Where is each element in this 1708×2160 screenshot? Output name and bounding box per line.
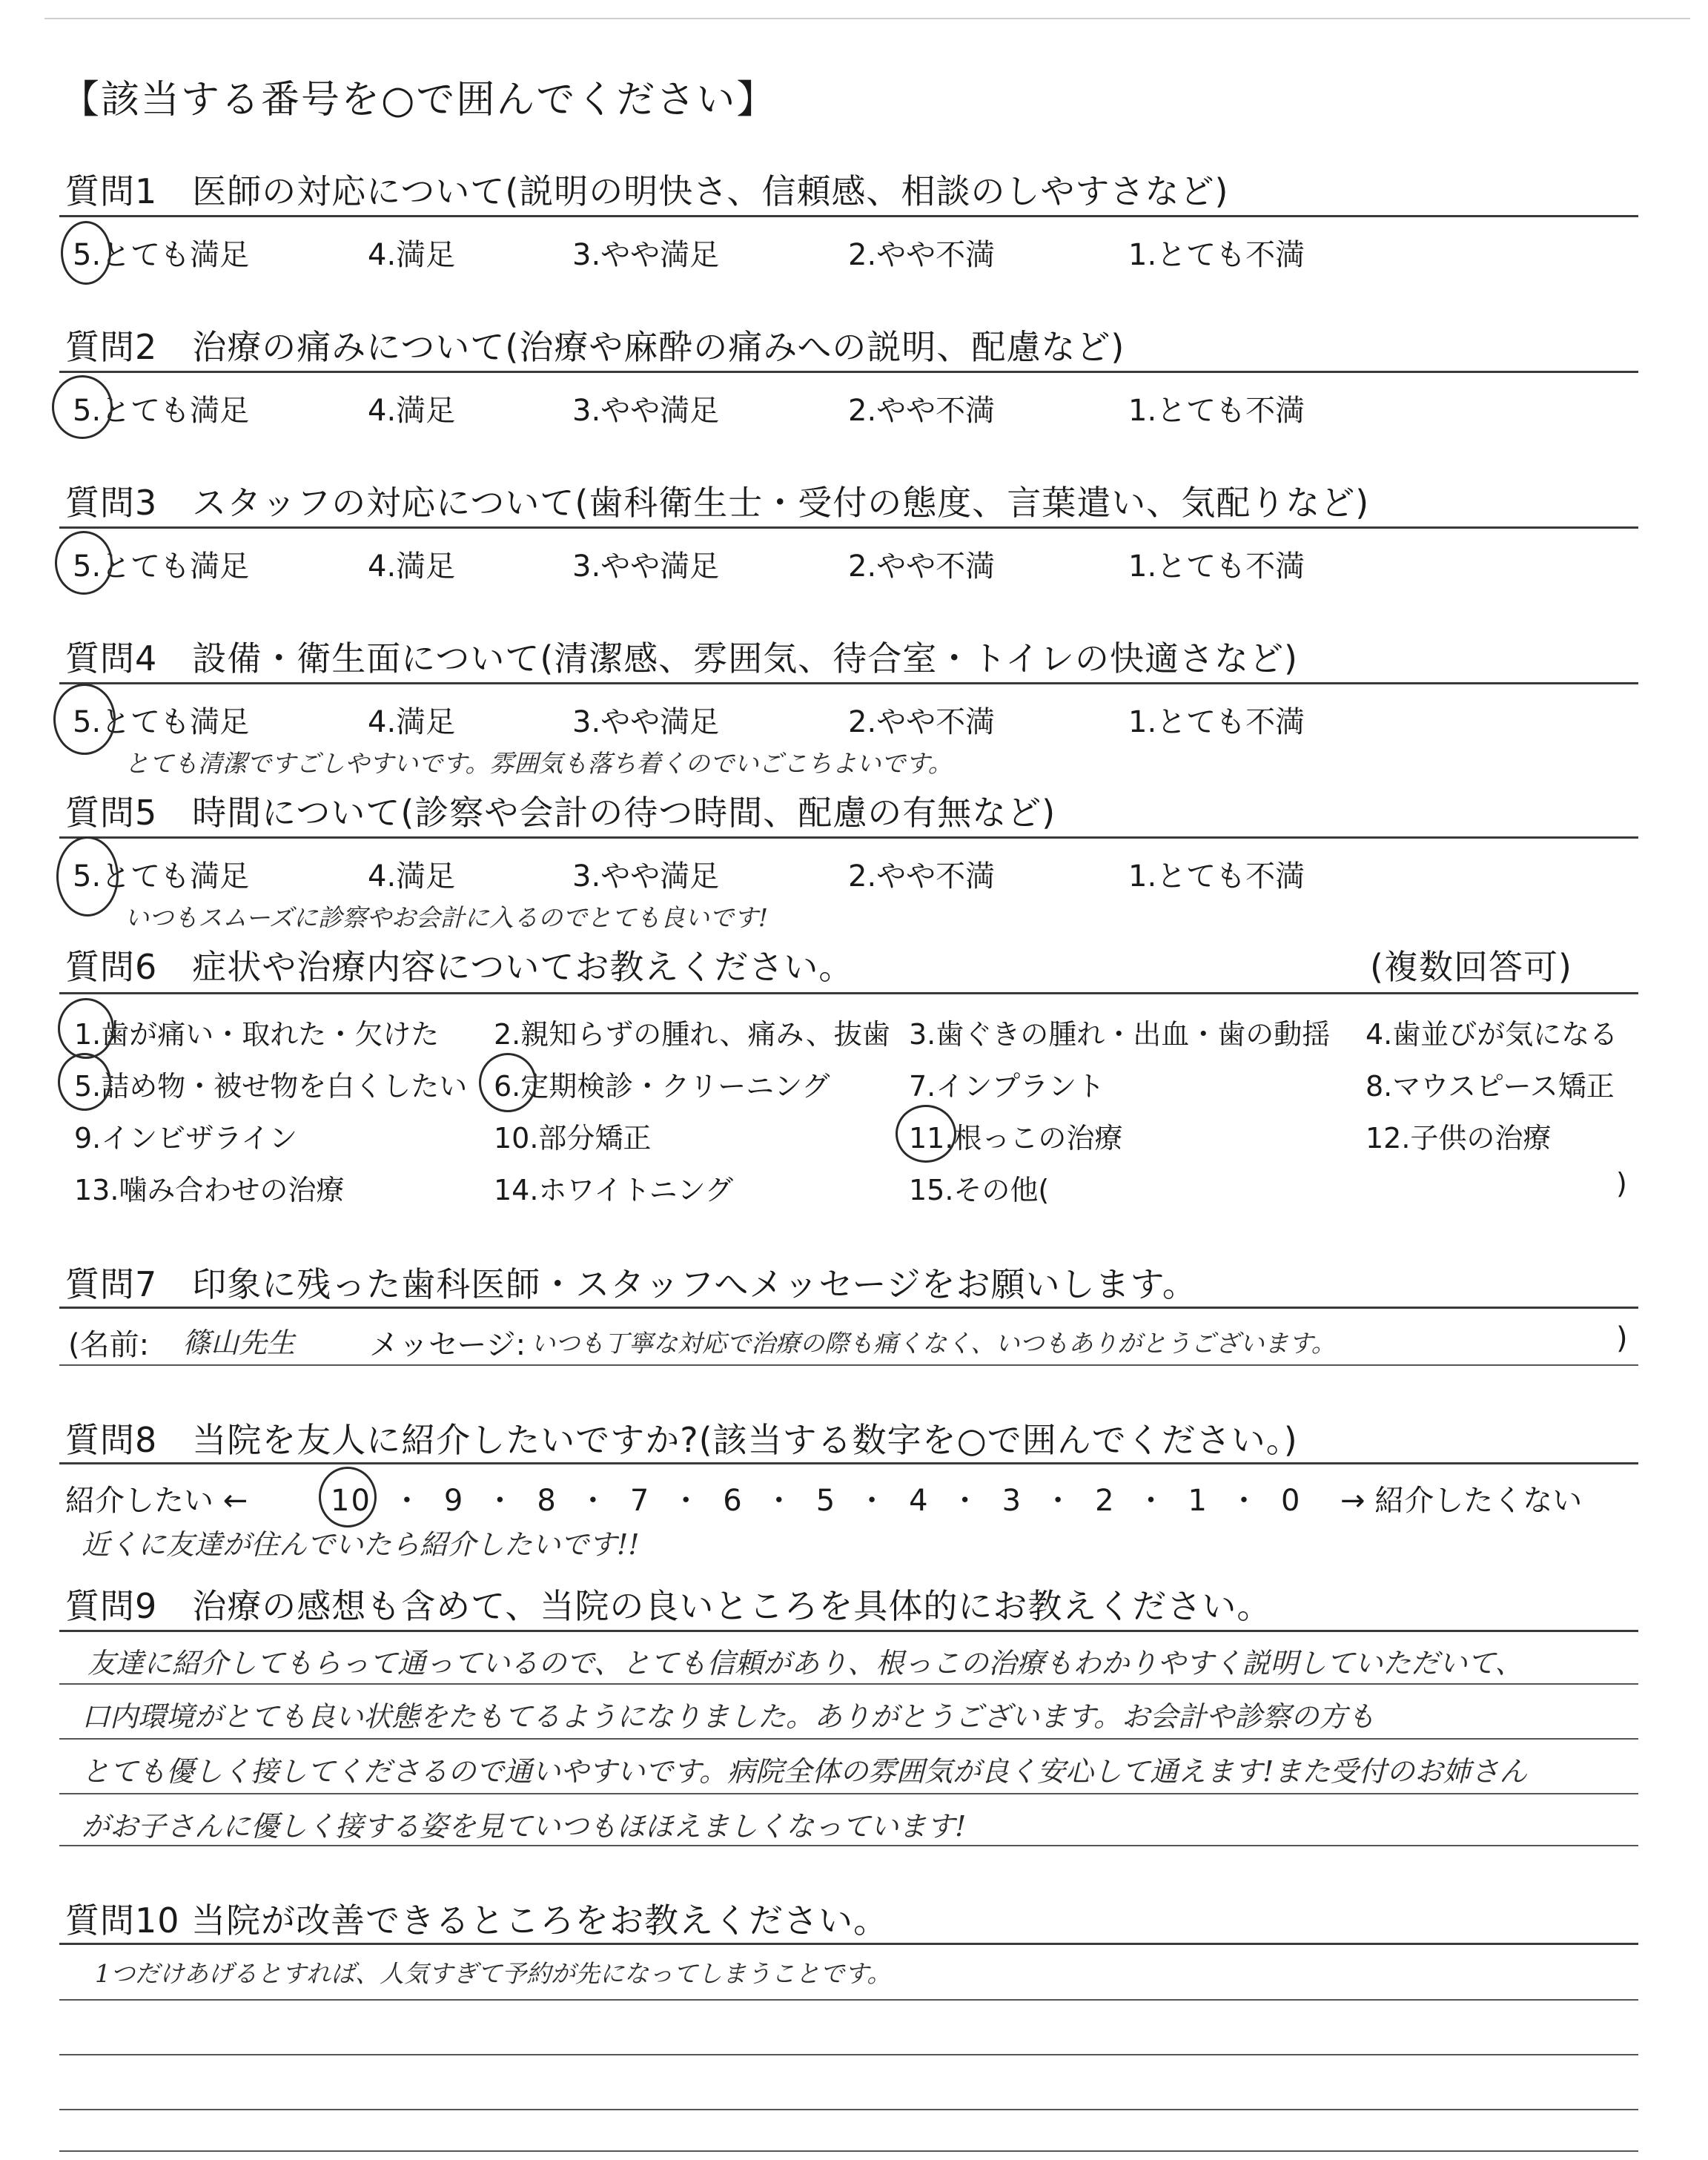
q10-line-3	[59, 2109, 1638, 2110]
q4-selection-circle	[53, 684, 116, 755]
q8-score-8[interactable]: 8	[537, 1484, 557, 1518]
q5-option-4[interactable]: 4.満足	[368, 859, 456, 894]
q2-option-3[interactable]: 3.やや満足	[572, 394, 720, 428]
q9-line-1	[59, 1683, 1638, 1685]
q6-option-14[interactable]: 14.ホワイトニング	[494, 1174, 734, 1206]
q3-selection-circle	[55, 531, 113, 595]
q9-line-4	[59, 1845, 1638, 1846]
q6-selection-circle-6	[479, 1053, 537, 1112]
q8-score-6[interactable]: 6	[723, 1484, 744, 1518]
q5-rule	[59, 836, 1638, 839]
q7-bottom-rule	[59, 1364, 1638, 1366]
q8-score-2[interactable]: 2	[1095, 1484, 1116, 1518]
q9-answer-line-4: がお子さんに優しく接する姿を見ていつもほほえましくなっています!	[82, 1810, 967, 1843]
q9-rule	[59, 1630, 1638, 1632]
q6-option-12[interactable]: 12.子供の治療	[1366, 1122, 1552, 1155]
q6-selection-circle-11	[896, 1105, 956, 1163]
q6-option-11[interactable]: 11.根っこの治療	[909, 1122, 1123, 1155]
q6-option-2[interactable]: 2.親知らずの腫れ、痛み、抜歯	[494, 1018, 890, 1051]
q8-right-label: → 紹介したくない	[1340, 1484, 1583, 1518]
q6-option-1[interactable]: 1.歯が痛い・取れた・欠けた	[74, 1018, 440, 1051]
q6-option-7[interactable]: 7.インプラント	[909, 1070, 1105, 1103]
q6-option-9[interactable]: 9.インビザライン	[74, 1122, 298, 1155]
q6-option-4[interactable]: 4.歯並びが気になる	[1366, 1018, 1618, 1051]
q8-score-4[interactable]: 4	[909, 1484, 930, 1518]
q1-selection-circle	[61, 221, 111, 285]
q1-option-2[interactable]: 2.やや不満	[848, 238, 996, 272]
q9-line-3	[59, 1793, 1638, 1794]
q8-score-5[interactable]: 5	[815, 1484, 837, 1518]
q4-option-2[interactable]: 2.やや不満	[848, 705, 996, 739]
q9-answer-line-1: 友達に紹介してもらって通っているので、とても信頼があり、根っこの治療もわかりやすく説明していただいて、	[87, 1647, 1523, 1680]
q5-option-5[interactable]: 5.とても満足	[73, 859, 250, 894]
q8-score-1[interactable]: 1	[1188, 1484, 1208, 1518]
q6-title: 質問6 症状や治療内容についてお教えください。	[65, 947, 854, 987]
q3-rule	[59, 526, 1638, 529]
q6-option-13[interactable]: 13.噛み合わせの治療	[74, 1174, 345, 1206]
q10-line-2	[59, 2054, 1638, 2055]
q1-option-5[interactable]: 5.とても満足	[73, 238, 250, 272]
q7-message-value[interactable]: いつも丁寧な対応で治療の際も痛くなく、いつもありがとうございます。	[531, 1329, 1336, 1358]
q2-option-2[interactable]: 2.やや不満	[848, 394, 996, 428]
q3-option-4[interactable]: 4.満足	[368, 549, 456, 584]
q3-option-3[interactable]: 3.やや満足	[572, 549, 720, 584]
q3-option-5[interactable]: 5.とても満足	[73, 549, 250, 584]
q7-close-paren: )	[1616, 1321, 1628, 1355]
q4-rule	[59, 682, 1638, 684]
q1-option-3[interactable]: 3.やや満足	[572, 238, 720, 272]
q8-scale[interactable]: 10 ・ 9 ・ 8 ・ 7 ・ 6 ・ 5 ・ 4 ・ 3 ・ 2 ・ 1 ・ 0	[331, 1484, 1302, 1518]
q3-title: 質問3 スタッフの対応について(歯科衛生士・受付の態度、言葉遣い、気配りなど)	[65, 483, 1370, 523]
q5-handwritten-comment: いつもスムーズに診察やお会計に入るのでとても良いです!	[125, 903, 768, 932]
q4-option-5[interactable]: 5.とても満足	[73, 705, 250, 739]
q2-rule	[59, 371, 1638, 373]
q9-answer-line-2: 口内環境がとても良い状態をたもてるようになりました。ありがとうございます。お会計や診察の方も	[82, 1700, 1375, 1733]
q6-selection-circle-1	[58, 998, 114, 1059]
q8-score-10[interactable]: 10	[331, 1484, 371, 1518]
q1-rule	[59, 215, 1638, 217]
q4-handwritten-comment: とても清潔ですごしやすいです。雰囲気も落ち着くのでいごこちよいです。	[125, 749, 953, 778]
q9-answer-line-3: とても優しく接してくださるので通いやすいです。病院全体の雰囲気が良く安心して通えます!また受付のお姉さん	[82, 1755, 1528, 1788]
q6-option-5[interactable]: 5.詰め物・被せ物を白くしたい	[74, 1070, 468, 1103]
q1-option-4[interactable]: 4.満足	[368, 238, 456, 272]
q1-option-1[interactable]: 1.とても不満	[1128, 238, 1305, 272]
q10-line-1	[59, 1999, 1638, 2001]
q6-option-15-close-paren: )	[1616, 1167, 1627, 1200]
q8-rule	[59, 1462, 1638, 1464]
q3-option-1[interactable]: 1.とても不満	[1128, 549, 1305, 584]
q6-multiple-answers-note: (複数回答可)	[1370, 947, 1572, 987]
q6-option-6[interactable]: 6.定期検診・クリーニング	[494, 1070, 830, 1103]
q5-selection-circle	[56, 836, 119, 916]
q10-line-4	[59, 2150, 1638, 2152]
q2-selection-circle	[52, 375, 113, 439]
q6-selection-circle-5	[58, 1053, 111, 1111]
q4-option-1[interactable]: 1.とても不満	[1128, 705, 1305, 739]
q7-name-label: (名前:	[68, 1328, 150, 1362]
q8-score-7[interactable]: 7	[629, 1484, 651, 1518]
q8-left-label: 紹介したい ←	[65, 1484, 248, 1518]
q6-option-8[interactable]: 8.マウスピース矯正	[1366, 1070, 1615, 1103]
q8-selection-circle	[319, 1467, 377, 1527]
q5-title: 質問5 時間について(診察や会計の待つ時間、配慮の有無など)	[65, 793, 1056, 833]
q4-option-4[interactable]: 4.満足	[368, 705, 456, 739]
q8-handwritten-comment: 近くに友達が住んでいたら紹介したいです!!	[82, 1528, 640, 1561]
q6-rule	[59, 992, 1638, 994]
q3-option-2[interactable]: 2.やや不満	[848, 549, 996, 584]
q7-rule	[59, 1307, 1638, 1309]
page-top-edge	[44, 18, 1690, 19]
q8-score-3[interactable]: 3	[1002, 1484, 1023, 1518]
q7-name-value[interactable]: 篠山先生	[182, 1327, 296, 1359]
q5-option-3[interactable]: 3.やや満足	[572, 859, 720, 894]
q7-message-label: メッセージ:	[369, 1328, 526, 1362]
q8-title: 質問8 当院を友人に紹介したいですか?(該当する数字を○で囲んでください。)	[65, 1420, 1298, 1460]
q7-title: 質問7 印象に残った歯科医師・スタッフへメッセージをお願いします。	[65, 1264, 1197, 1304]
q2-title: 質問2 治療の痛みについて(治療や麻酔の痛みへの説明、配慮など)	[65, 327, 1125, 367]
q6-option-15[interactable]: 15.その他(	[909, 1174, 1050, 1206]
q8-score-0[interactable]: 0	[1280, 1484, 1302, 1518]
q5-option-1[interactable]: 1.とても不満	[1128, 859, 1305, 894]
q9-line-2	[59, 1738, 1638, 1740]
q5-option-2[interactable]: 2.やや不満	[848, 859, 996, 894]
q4-option-3[interactable]: 3.やや満足	[572, 705, 720, 739]
form-title: 【該当する番号を○で囲んでください】	[61, 78, 777, 122]
q4-title: 質問4 設備・衛生面について(清潔感、雰囲気、待合室・トイレの快適さなど)	[65, 638, 1298, 678]
q2-option-5[interactable]: 5.とても満足	[73, 394, 250, 428]
q1-title: 質問1 医師の対応について(説明の明快さ、信頼感、相談のしやすさなど)	[65, 171, 1229, 211]
q6-option-10[interactable]: 10.部分矯正	[494, 1122, 652, 1155]
q2-option-1[interactable]: 1.とても不満	[1128, 394, 1305, 428]
q6-option-3[interactable]: 3.歯ぐきの腫れ・出血・歯の動揺	[909, 1018, 1331, 1051]
q9-title: 質問9 治療の感想も含めて、当院の良いところを具体的にお教えください。	[65, 1586, 1272, 1626]
q10-answer-line-1: 1つだけあげるとすれば、人気すぎて予約が先になってしまうことです。	[95, 1959, 892, 1988]
q2-option-4[interactable]: 4.満足	[368, 394, 456, 428]
q10-rule	[59, 1943, 1638, 1945]
q10-title: 質問10 当院が改善できるところをお教えください。	[65, 1900, 889, 1941]
q8-score-9[interactable]: 9	[443, 1484, 465, 1518]
